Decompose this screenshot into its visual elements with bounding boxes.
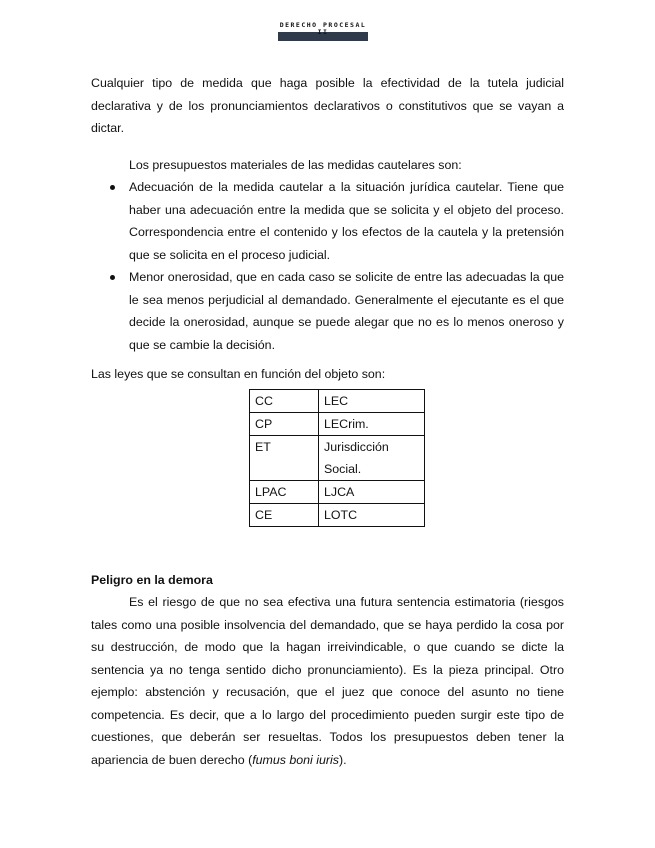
bullet-icon [110, 185, 115, 190]
document-page [91, 72, 564, 771]
section-body-main: Es el riesgo de que no sea efectiva una futura sentencia estimatoria (riesgos tales como una posible insolvencia del demandado, que se haya perdido la cosa por su destrucción, de modo que la hagan irreivindicable, o que cuando se dicte la sentencia ya no tenga sentido dicho pronunciamiento). Es la pieza principal. Otro ejemplo: abstención y recusación, que el juez que conoce del asunto no tiene competencia. Es decir, que a lo largo del procedimiento pueden surgir este tipo de cuestiones, que deberán ser resueltas. Todos los presupuestos deben tener la apariencia de buen derecho ( [91, 595, 564, 767]
table-row [250, 503, 425, 526]
intro-paragraph: Cualquier tipo de medida que haga posible la efectividad de la tutela judicial declarativa y de los pronunciamientos declarativos o constitutivos que se vayan a dictar. [91, 76, 564, 135]
section-body [91, 591, 564, 771]
table-row [250, 480, 425, 503]
table-cell: LOTC [319, 503, 425, 526]
laws-intro: Las leyes que se consultan en función del objeto son: [91, 367, 386, 381]
section-heading: Peligro en la demora [91, 572, 213, 587]
table-row [250, 389, 425, 412]
table-cell: Jurisdicción Social. [319, 435, 425, 480]
table-cell: LJCA [319, 480, 425, 503]
table-row [250, 435, 425, 480]
list-item-text: Menor onerosidad, que en cada caso se solicite de entre las adecuadas la que le sea menos perjudicial al demandado. Generalmente el ejecutante es el que decide la onerosidad, aunque se puede alegar que no es lo menos oneroso y que se cambie la decisión. [129, 270, 564, 352]
laws-table [249, 389, 425, 527]
table-cell: LPAC [250, 480, 319, 503]
table-cell: ET [250, 435, 319, 480]
bullet-icon [110, 275, 115, 280]
table-cell: LEC [319, 389, 425, 412]
header-logo [278, 22, 368, 52]
list-item [91, 176, 564, 266]
section-body-latin: fumus boni iuris [252, 752, 339, 767]
logo-text: DERECHO PROCESAL II [279, 21, 367, 36]
table-cell: CE [250, 503, 319, 526]
list-item-text: Adecuación de la medida cautelar a la situación jurídica cautelar. Tiene que haber una adecuación entre la medida que se solicita y el objeto del proceso. Correspondencia entre el contenido y los efectos de la cautela y la pretensión que se solicita en el proceso judicial. [129, 180, 564, 262]
table-cell: LECrim. [319, 412, 425, 435]
table-cell: CC [250, 389, 319, 412]
list-item [91, 266, 564, 356]
presupuestos-list [91, 176, 564, 356]
table-row [250, 412, 425, 435]
presupuestos-intro: Los presupuestos materiales de las medidas cautelares son: [129, 157, 462, 172]
table-cell: CP [250, 412, 319, 435]
section-body-end: ). [338, 752, 347, 767]
